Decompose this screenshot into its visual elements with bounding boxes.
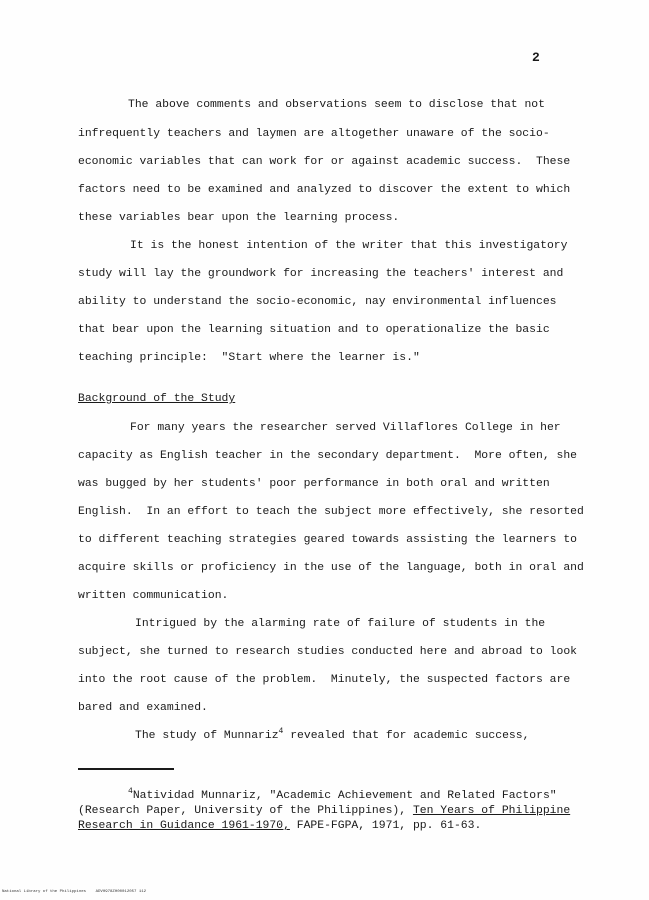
- text-segment: The study of Munnariz: [135, 730, 279, 742]
- footnote-line: [128, 789, 557, 803]
- section-heading: Background of the Study: [78, 393, 236, 405]
- text-line: infrequently teachers and laymen are altogether unaware of the socio-: [78, 128, 550, 140]
- text-line: into the root cause of the problem. Minutely, the suspected factors are: [78, 674, 571, 686]
- text-line: English. In an effort to teach the subject more effectively, she resorted: [78, 506, 584, 518]
- text-line: written communication.: [78, 590, 229, 602]
- text-line: teaching principle: "Start where the learner is.": [78, 352, 420, 364]
- text-line: bared and examined.: [78, 702, 208, 714]
- footnote-title: Research in Guidance 1961-1970,: [78, 820, 290, 832]
- footnote-text: FAPE-FGPA, 1971, pp. 61-63.: [289, 820, 482, 832]
- text-line: Intrigued by the alarming rate of failure of students in the: [135, 618, 546, 630]
- text-line: acquire skills or proficiency in the use of the language, both in oral and: [78, 562, 584, 574]
- text-line: these variables bear upon the learning process.: [78, 212, 400, 224]
- text-segment: revealed that for academic success,: [283, 730, 530, 742]
- footnote-marker: 4: [128, 787, 133, 797]
- page-number: 2: [532, 50, 540, 65]
- text-line: ability to understand the socio-economic, nay environmental influences: [78, 296, 557, 308]
- text-line: It is the honest intention of the writer that this investigatory: [130, 240, 568, 252]
- footnote-line: [78, 804, 570, 818]
- text-line: For many years the researcher served Villaflores College in her: [130, 422, 561, 434]
- text-line: to different teaching strategies geared towards assisting the learners to: [78, 534, 577, 546]
- footnote-title: Ten Years of Philippine: [412, 805, 571, 817]
- text-line: that bear upon the learning situation and to operationalize the basic: [78, 324, 550, 336]
- text-line: study will lay the groundwork for increasing the teachers' interest and: [78, 268, 564, 280]
- text-line-with-footnote-ref: [135, 729, 529, 743]
- text-line: subject, she turned to research studies conducted here and abroad to look: [78, 646, 577, 658]
- footnote-line: [78, 819, 481, 833]
- text-line: factors need to be examined and analyzed to discover the extent to which: [78, 184, 571, 196]
- footnote-reference: 4: [278, 727, 284, 737]
- text-line: was bugged by her students' poor performance in both oral and written: [78, 478, 550, 490]
- footnote-text: Natividad Munnariz, "Academic Achievement and Related Factors": [132, 790, 557, 802]
- archive-footer: National Library of the Philippines ADV0978ZH00012057 112: [2, 890, 147, 894]
- footnote-text: (Research Paper, University of the Philippines),: [78, 805, 413, 817]
- text-line: capacity as English teacher in the secondary department. More often, she: [78, 450, 577, 462]
- text-line: economic variables that can work for or against academic success. These: [78, 156, 571, 168]
- text-line: The above comments and observations seem to disclose that not: [128, 99, 545, 111]
- footnote-divider: [78, 768, 174, 770]
